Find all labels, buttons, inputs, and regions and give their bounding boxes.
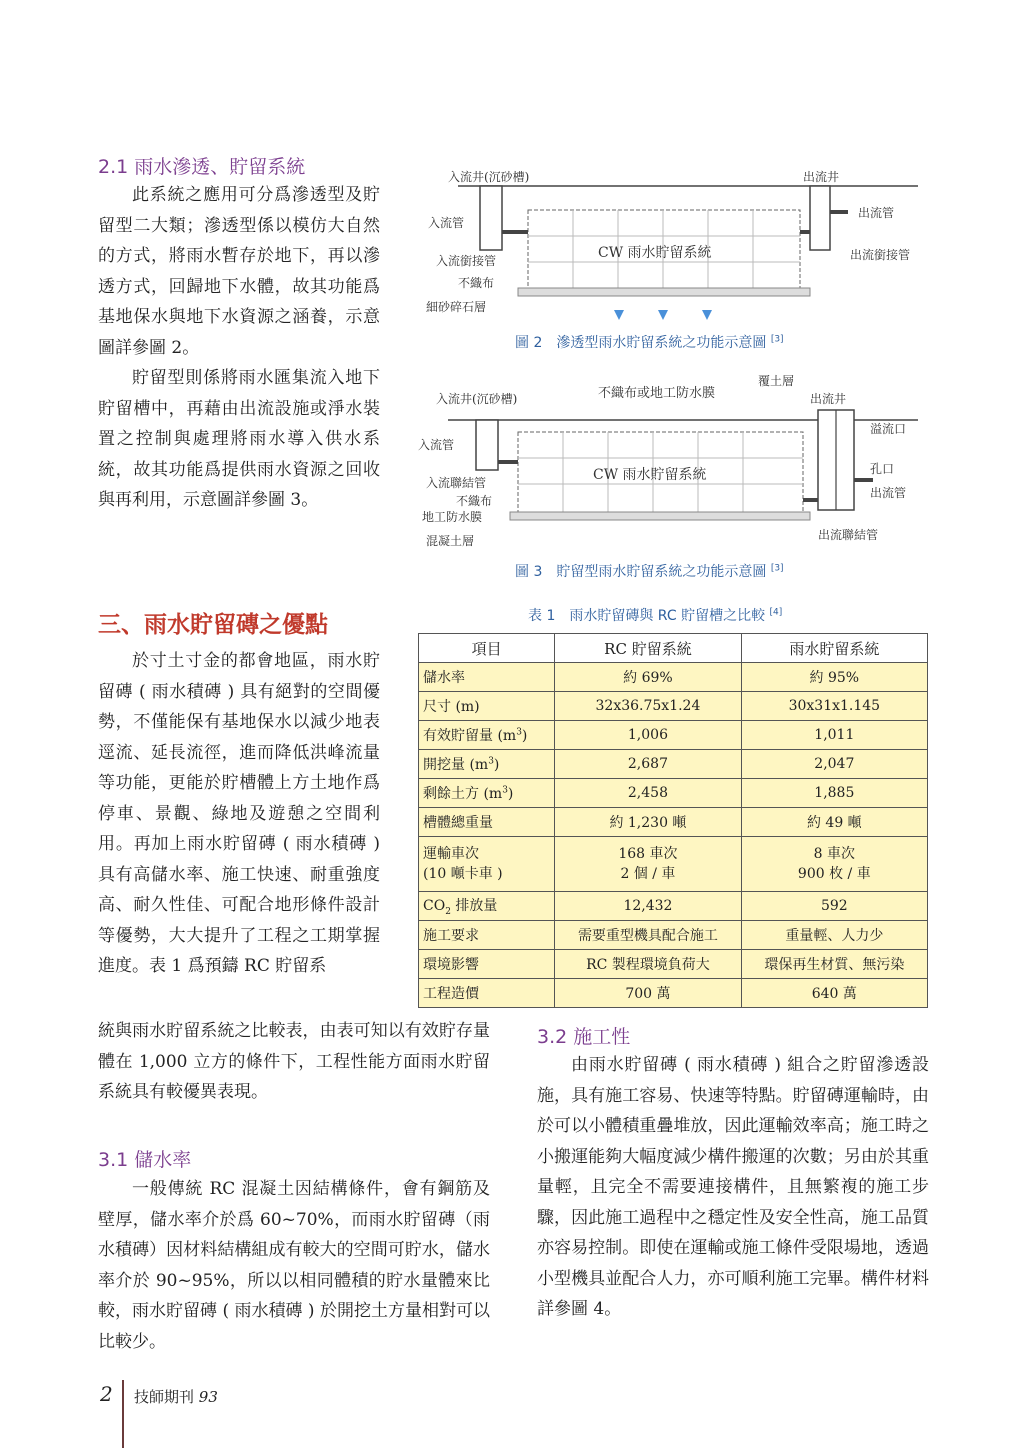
rc-value: 2,458 — [555, 779, 741, 808]
rc-value: 1,006 — [555, 721, 741, 750]
issue-number: 93 — [198, 1388, 218, 1406]
journal-name: 技師期刊 — [134, 1388, 195, 1406]
rc-value: 需要重型機具配合施工 — [555, 921, 741, 950]
rc-value: 約 69% — [555, 663, 741, 692]
table-row — [419, 837, 928, 892]
label-cover-soil: 覆土層 — [758, 374, 795, 388]
table-row — [419, 692, 928, 721]
section-3-2-heading: 3.2 施工性 — [537, 1026, 631, 1048]
label-inflow-pipe: 入流管 — [418, 438, 455, 452]
figure-2-diagram — [418, 162, 938, 337]
label-membrane-top: 不織布或地工防水膜 — [598, 386, 716, 401]
rain-value: 1,885 — [741, 779, 927, 808]
row-label: 儲水率 — [419, 663, 555, 692]
row-label-text: CO — [423, 898, 446, 915]
row-label: 工程造價 — [419, 979, 555, 1008]
row-label-text: 開挖量 (m — [423, 757, 489, 773]
table-row — [419, 808, 928, 837]
table-row — [419, 892, 928, 921]
label-outflow-well: 出流井 — [803, 170, 840, 184]
row-label-text: 有效貯留量 (m — [423, 728, 517, 744]
row-label-line: (10 噸卡車 ) — [423, 866, 503, 882]
rain-value — [741, 837, 927, 892]
rc-value — [555, 837, 741, 892]
superscript: 3 — [502, 785, 508, 796]
row-label: 環境影響 — [419, 950, 555, 979]
row-label — [419, 892, 555, 921]
rain-value: 640 萬 — [741, 979, 927, 1008]
value-line: 900 枚 / 車 — [797, 866, 871, 882]
table-header-row — [419, 634, 928, 663]
caption-text: 表 1 雨水貯留磚與 RC 貯留槽之比較 — [528, 608, 766, 624]
section-3-body-continued — [98, 1016, 490, 1108]
citation: [3] — [770, 334, 784, 345]
journal-title — [134, 1386, 218, 1407]
label-inflow-well: 入流井(沉砂槽) — [448, 170, 530, 184]
paragraph: 此系統之應用可分爲滲透型及貯留型二大類；滲透型係以模仿大自然的方式，將雨水暫存於地下，再以滲透方式，回歸地下水體，故其功能爲基地保水與地下水資源之涵養，示意圖詳參圖 2。 — [98, 185, 380, 358]
header-cell: 雨水貯留系統 — [741, 634, 927, 663]
table-row — [419, 950, 928, 979]
value-line: 2 個 / 車 — [620, 866, 676, 882]
row-label — [419, 721, 555, 750]
table-1-caption — [528, 605, 782, 625]
paren: ) — [493, 757, 500, 773]
value-line: 8 車次 — [813, 846, 855, 862]
row-label-suffix: 排放量 — [450, 898, 498, 915]
row-label: 施工要求 — [419, 921, 555, 950]
section-3-2-body — [537, 1050, 929, 1325]
label-nonwoven: 不織布 — [456, 494, 493, 508]
paren: ) — [507, 786, 514, 802]
page-number: 2 — [100, 1382, 113, 1406]
rain-value: 592 — [741, 892, 927, 921]
label-concrete-layer: 混凝土層 — [426, 534, 475, 548]
row-label — [419, 837, 555, 892]
caption-text: 圖 2 滲透型雨水貯留系統之功能示意圖 — [515, 335, 767, 351]
table-row — [419, 921, 928, 950]
row-label-line: 運輸車次 — [423, 846, 479, 862]
table-row — [419, 779, 928, 808]
label-inflow-connector: 入流銜接管 — [436, 254, 497, 268]
row-label — [419, 779, 555, 808]
subscript: 2 — [445, 906, 451, 917]
label-inflow-well: 入流井(沉砂槽) — [436, 392, 518, 406]
section-2-1-body — [98, 180, 380, 516]
rc-value: 2,687 — [555, 750, 741, 779]
table-row — [419, 721, 928, 750]
comparison-table — [418, 633, 928, 1008]
rc-value: 約 1,230 噸 — [555, 808, 741, 837]
superscript: 3 — [488, 756, 494, 767]
label-outflow-pipe: 出流管 — [858, 206, 895, 220]
paragraph: 貯留型則係將雨水匯集流入地下貯留槽中，再藉由出流設施或淨水裝置之控制與處理將雨水導入供水系統，故其功能爲提供雨水資源之回收與再利用，示意圖詳參圖 3。 — [98, 368, 380, 510]
rc-value: 32x36.75x1.24 — [555, 692, 741, 721]
table-row — [419, 979, 928, 1008]
value-line: 168 車次 — [618, 846, 678, 862]
header-cell: 項目 — [419, 634, 555, 663]
header-cell: RC 貯留系統 — [555, 634, 741, 663]
label-cw-system: CW 雨水貯留系統 — [598, 245, 712, 261]
section-3-1-body — [98, 1174, 490, 1357]
rain-value: 約 49 噸 — [741, 808, 927, 837]
row-label-text: 剩餘土方 (m — [423, 786, 503, 802]
section-3-1-heading: 3.1 儲水率 — [98, 1149, 192, 1171]
caption-text: 圖 3 貯留型雨水貯留系統之功能示意圖 — [515, 564, 767, 580]
citation: [4] — [769, 607, 783, 618]
label-overflow-outlet: 溢流口 — [870, 422, 907, 436]
label-inflow-connector: 入流聯結管 — [426, 476, 487, 490]
label-gravel-layer: 細砂碎石層 — [426, 300, 487, 314]
rc-value: RC 製程環境負荷大 — [555, 950, 741, 979]
label-outflow-connector: 出流聯結管 — [818, 528, 879, 542]
paragraph: 於寸土寸金的都會地區，雨水貯留磚 ( 雨水積磚 ) 具有絕對的空間優勢，不僅能保有基地保水以減少地表逕流、延長流徑，進而降低洪峰流量等功能，更能於貯槽體上方土地作爲停車、景觀、綠地及遊憩之空間利用。再加上雨水貯留磚 ( 雨水積磚 ) 具有高儲水率、施工快速、耐重強度高、耐久性佳、可配合地形條件設計等優勢，大大提升了工程之工期掌握進度。表 1 爲預鑄 RC 貯留系 — [98, 651, 380, 976]
figure-3-caption — [515, 561, 784, 581]
figure-2-caption — [515, 332, 784, 352]
superscript: 3 — [516, 727, 522, 738]
rc-value: 12,432 — [555, 892, 741, 921]
row-label: 尺寸 (m) — [419, 692, 555, 721]
rain-value: 30x31x1.145 — [741, 692, 927, 721]
label-outflow-pipe: 出流管 — [870, 486, 907, 500]
table-row — [419, 750, 928, 779]
label-outflow-well: 出流井 — [810, 392, 847, 406]
rain-value: 重量輕、人力少 — [741, 921, 927, 950]
rain-value: 環保再生材質、無污染 — [741, 950, 927, 979]
paragraph: 由雨水貯留磚 ( 雨水積磚 ) 組合之貯留滲透設施，具有施工容易、快速等特點。貯留磚運輸時，由於可以小體積重疊堆放，因此運輸效率高；施工時之小搬運能夠大幅度減少構件搬運的次數；另由於其重量輕，且完全不需要連接構件，且無繁複的施工步驟，因此施工過程中之穩定性及安全性高，施工品質亦容易控制。即使在運輸或施工條件受限場地，透過小型機具並配合人力，亦可順利施工完畢。構件材料詳參圖 4。 — [537, 1055, 929, 1319]
label-geomembrane: 地工防水膜 — [422, 510, 483, 524]
section-3-body — [98, 646, 380, 982]
rain-value: 1,011 — [741, 721, 927, 750]
section-2-1-heading: 2.1 雨水滲透、貯留系統 — [98, 156, 306, 178]
section-3-heading: 三、雨水貯留磚之優點 — [98, 612, 328, 638]
label-cw-system: CW 雨水貯留系統 — [593, 467, 707, 483]
figure-3-diagram — [418, 370, 938, 560]
citation: [3] — [770, 563, 784, 574]
footer-divider — [122, 1380, 124, 1448]
paragraph: 一般傳統 RC 混凝土因結構條件，會有鋼筋及壁厚，儲水率介於爲 60~70%，而雨水貯留磚（雨水積磚）因材料結構組成有較大的空間可貯水，儲水率介於 90~95%，所以以相同體積的貯水量體來比較，雨水貯留磚 ( 雨水積磚 ) 於開挖土方量相對可以比較少。 — [98, 1179, 490, 1352]
row-label — [419, 750, 555, 779]
rain-value: 約 95% — [741, 663, 927, 692]
label-inflow-pipe: 入流管 — [428, 216, 465, 230]
paragraph: 統與雨水貯留系統之比較表，由表可知以有效貯存量體在 1,000 立方的條件下，工程性能方面雨水貯留系統具有較優異表現。 — [98, 1021, 490, 1102]
label-nonwoven: 不織布 — [458, 276, 495, 290]
rc-value: 700 萬 — [555, 979, 741, 1008]
table-row — [419, 663, 928, 692]
row-label: 槽體總重量 — [419, 808, 555, 837]
label-orifice: 孔口 — [870, 462, 895, 476]
label-outflow-connector: 出流銜接管 — [850, 248, 911, 262]
paren: ) — [521, 728, 528, 744]
rain-value: 2,047 — [741, 750, 927, 779]
